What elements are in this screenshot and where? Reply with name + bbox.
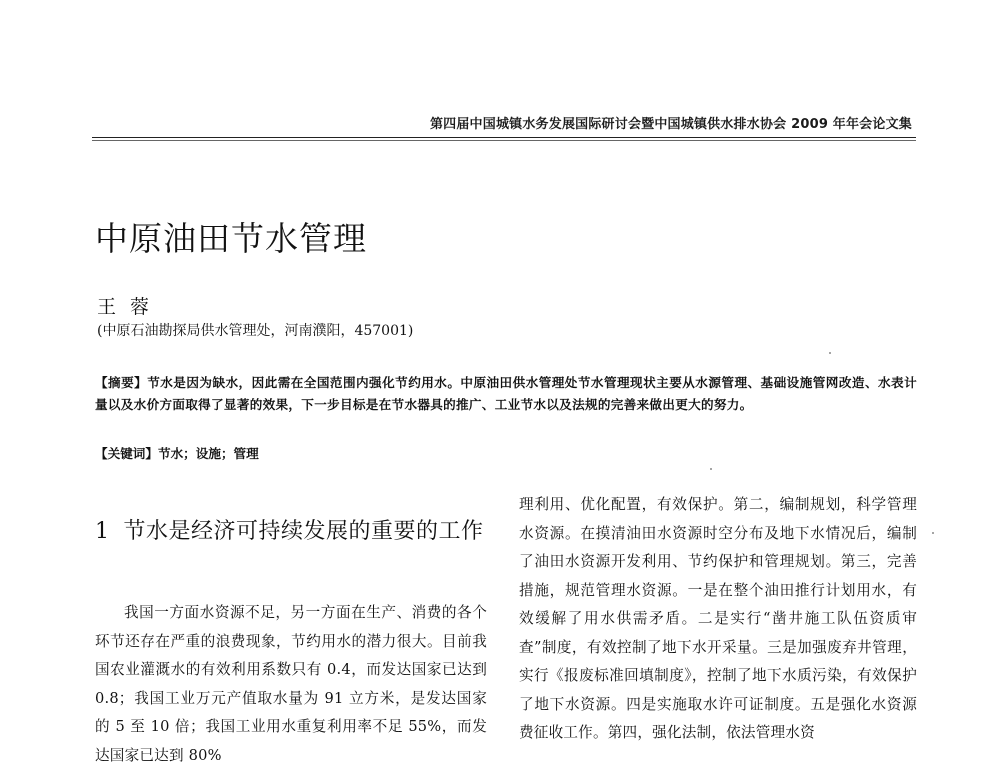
section-title: 节水是经济可持续发展的重要的工作 xyxy=(123,519,484,544)
abstract xyxy=(95,372,917,416)
keywords-label: 【关键词】 xyxy=(95,446,158,461)
body-right-column: 理利用、优化配置，有效保护。第二，编制规划，科学管理水资源。在摸清油田水资源时空分布及地下水情况后，编制了油田水资源开发利用、节约保护和管理规划。第三，完善措施，规范管理水资源。一是在整个油田推行计划用水，有效缓解了用水供需矛盾。二是实行“凿井施工队伍资质审查”制度，有效控制了地下水开采量。三是加强废弃井管理，实行《报废标准回填制度》，控制了地下水质污染，有效保护了地下水资源。四是实施取水许可证制度。五是强化水资源费征收工作。第四，强化法制，依法管理水资 xyxy=(519,496,917,741)
body-left-column: 我国一方面水资源不足，另一方面在生产、消费的各个环节还存在严重的浪费现象，节约用水的潜力很大。目前我国农业灌溉水的有效利用系数只有 0.4，而发达国家已达到 0.8；我国工业万元产值取水量为 91 立方米，是发达国家的 5 至 10 倍；我国工业用水重复利用率不足 55%，而发达国家已达到 80% xyxy=(95,604,487,764)
article-title: 中原油田节水管理 xyxy=(95,219,367,258)
scan-speck xyxy=(932,532,934,534)
section-heading xyxy=(95,513,495,550)
abstract-text: 节水是因为缺水，因此需在全国范围内强化节约用水。中原油田供水管理处节水管理现状主要从水源管理、基础设施管网改造、水表计量以及水价方面取得了显著的效果，下一步目标是在节水器具的推广、工业节水以及法规的完善来做出更大的努力。 xyxy=(95,375,917,412)
header-rule-thin xyxy=(92,140,916,141)
running-header: 第四届中国城镇水务发展国际研讨会暨中国城镇供水排水协会 2009 年年会论文集 xyxy=(429,117,912,132)
keywords-text: 节水；设施；管理 xyxy=(157,446,259,461)
author-affiliation: (中原石油勘探局供水管理处，河南濮阳，457001) xyxy=(97,323,414,339)
keywords xyxy=(95,443,259,462)
header-rule xyxy=(92,137,916,138)
scan-speck xyxy=(829,352,831,354)
section-number: 1 xyxy=(95,519,110,544)
author-name: 王蓉 xyxy=(97,296,164,318)
scan-speck xyxy=(710,468,712,470)
abstract-label: 【摘要】 xyxy=(95,375,148,390)
